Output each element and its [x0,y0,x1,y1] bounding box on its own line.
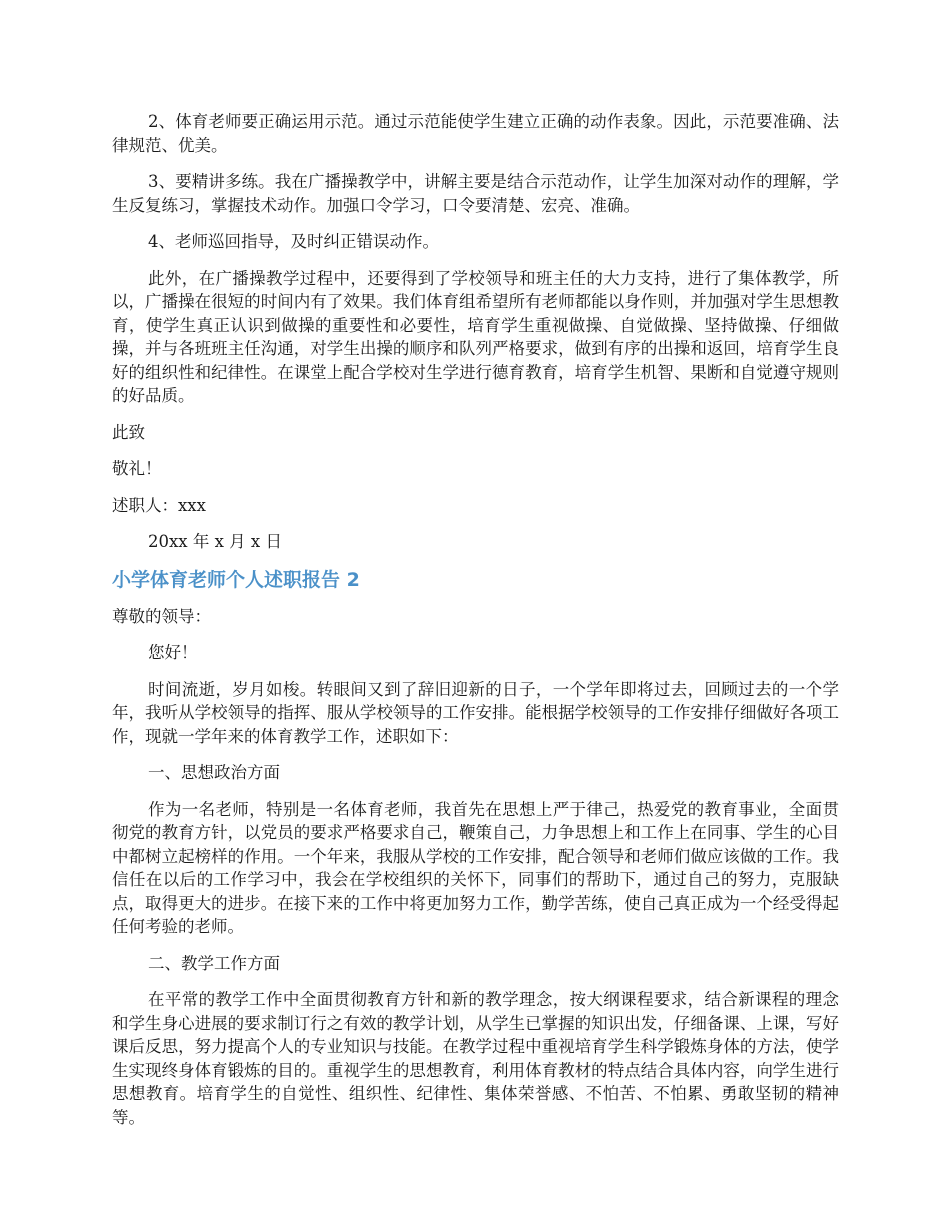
section-heading: 小学体育老师个人述职报告 2 [112,568,360,591]
closing-salute: 此致 [112,422,145,442]
hello-line: 您好！ [148,643,198,662]
body-paragraph: 2、体育老师要正确运用示范。通过示范能使学生建立正确的动作表象。因此，示范要准确、法律规范、优美。 [112,112,839,155]
subsection-heading: 一、思想政治方面 [148,763,280,782]
signer-line: 述职人：xxx [112,495,206,515]
document-body [112,110,839,1142]
addressee-line: 尊敬的领导： [112,606,211,626]
body-paragraph: 4、老师巡回指导，及时纠正错误动作。 [148,232,439,251]
subsection-heading: 二、教学工作方面 [148,953,280,973]
closing-regards: 敬礼！ [112,459,162,478]
date-line: 20xx 年 x 月 x 日 [148,532,282,551]
body-paragraph: 此外，在广播操教学过程中，还要得到了学校领导和班主任的大力支持，进行了集体教学，所以，广播操在很短的时间内有了效果。我们体育组希望所有老师都能以身作则，并加强对学生思想教育，使学生真正认识到做操的重要性和必要性，培育学生重视做操、自觉做操、坚持做操、仔细做操，并与各班班主任沟通，对学生出操的顺序和队列严格要求，做到有序的出操和返回，培育学生良好的组织性和纪律性。在课堂上配合学校对生学进行德育教育，培育学生机智、果断和自觉遵守规则的好品质。 [112,268,839,405]
body-paragraph: 在平常的教学工作中全面贯彻教育方针和新的教学理念，按大纲课程要求，结合新课程的理念和学生身心进展的要求制订行之有效的教学计划，从学生已掌握的知识出发，仔细备课、上课，写好课后反思，努力提高个人的专业知识与技能。在教学过程中重视培育学生科学锻炼身体的方法，使学生实现终身体育锻炼的目的。重视学生的思想教育，利用体育教材的特点结合具体内容，向学生进行思想教育。培育学生的自觉性、组织性、纪律性、集体荣誉感、不怕苦、不怕累、勇敢坚韧的精神等。 [112,990,839,1127]
body-paragraph: 3、要精讲多练。我在广播操教学中，讲解主要是结合示范动作，让学生加深对动作的理解，学生反复练习，掌握技术动作。加强口令学习，口令要清楚、宏亮、准确。 [112,172,839,215]
body-paragraph: 作为一名老师，特别是一名体育老师，我首先在思想上严于律己，热爱党的教育事业，全面贯彻党的教育方针，以党员的要求严格要求自己，鞭策自己，力争思想上和工作上在同事、学生的心目中都树立起榜样的作用。一个年来，我服从学校的工作安排，配合领导和老师们做应该做的工作。我信任在以后的工作学习中，我会在学校组织的关怀下，同事们的帮助下，通过自己的努力，克服缺点，取得更大的进步。在接下来的工作中将更加努力工作，勤学苦练，使自己真正成为一个经受得起任何考验的老师。 [112,799,839,936]
body-paragraph: 时间流逝，岁月如梭。转眼间又到了辞旧迎新的日子，一个学年即将过去，回顾过去的一个学年，我听从学校领导的指挥、服从学校领导的工作安排。能根据学校领导的工作安排仔细做好各项工作，现就一学年来的体育教学工作，述职如下： [112,679,839,746]
